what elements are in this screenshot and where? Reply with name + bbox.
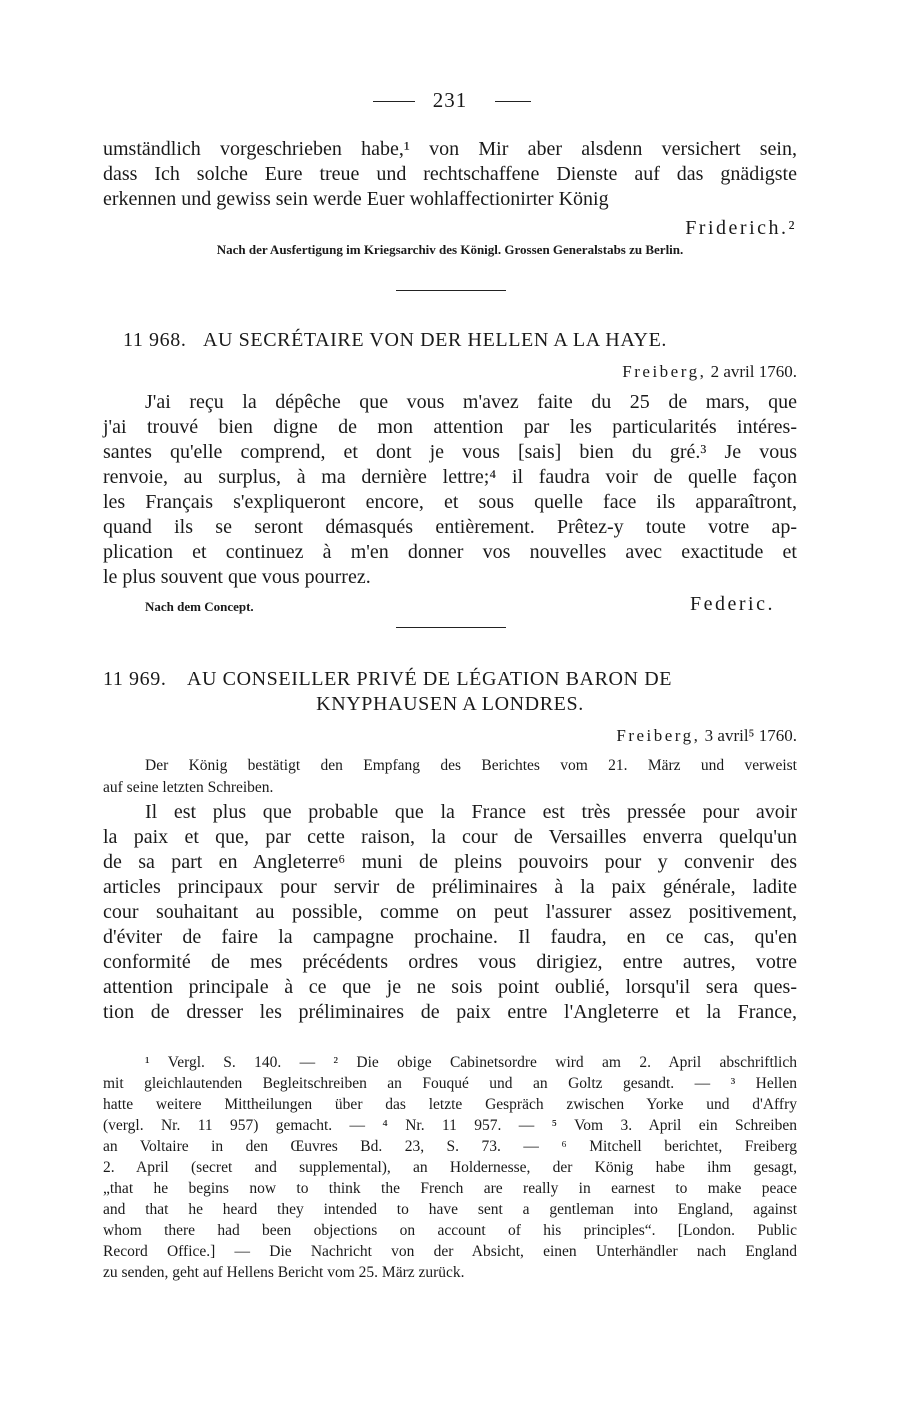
body-line: la paix et que, par cette raison, la cour de Versailles enverra quelqu'un <box>103 826 797 848</box>
letter-dateline <box>103 723 797 749</box>
body-line: de sa part en Angleterre⁶ muni de pleins pouvoirs pour y convenir des <box>103 851 797 873</box>
footnote-line: and that he heard they intended to have sent a gentleman into England, against <box>103 1201 797 1218</box>
body-line: umständlich vorgeschrieben habe,¹ von Mir aber alsdenn versichert sein, <box>103 138 797 160</box>
body-line: renvoie, au surplus, à ma dernière lettre;⁴ il faudra voir de quelle façon <box>103 466 797 488</box>
signature: Friderich.² <box>685 217 797 239</box>
page-number: 231 <box>432 88 468 112</box>
letter-date: 2 avril 1760. <box>710 362 797 381</box>
letter-title: AU SECRÉTAIRE VON DER HELLEN A LA HAYE. <box>202 329 667 351</box>
summary-line: Der König bestätigt den Empfang des Berichtes vom 21. März und verweist <box>145 757 797 774</box>
summary-line: auf seine letzten Schreiben. <box>103 779 274 796</box>
body-line: erkennen und gewiss sein werde Euer wohlaffectionirter König <box>103 188 609 210</box>
footnote-line: 2. April (secret and supplemental), an Holdernesse, der König habe ihm gesagt, <box>103 1159 797 1176</box>
letter-title-continued: KNYPHAUSEN A LONDRES. <box>316 693 584 715</box>
section-divider <box>396 627 506 628</box>
body-line: les Français s'expliqueront encore, et sous quelle face ils apparaîtront, <box>103 491 797 513</box>
body-line: J'ai reçu la dépêche que vous m'avez faite du 25 de mars, que <box>145 391 797 413</box>
footnote-line: „that he begins now to think the French are really in earnest to make peace <box>103 1180 797 1197</box>
letter-dateline <box>103 359 797 385</box>
body-line: santes qu'elle comprend, et dont je vous [sais] bien du gré.³ Je vous <box>103 441 797 463</box>
source-note: Nach der Ausfertigung im Kriegsarchiv des Königl. Grossen Generalstabs zu Berlin. <box>216 242 684 257</box>
body-line: dass Ich solche Eure treue und rechtschaffene Dienste auf das gnädigste <box>103 163 797 185</box>
body-line: conformité de mes précédents ordres vous dirigiez, entre autres, votre <box>103 951 797 973</box>
body-line: articles principaux pour servir de préliminaires à la paix générale, ladite <box>103 876 797 898</box>
footnote-line: hatte weitere Mittheilungen über das letzte Gespräch zwischen Yorke und d'Affry <box>103 1096 797 1113</box>
body-line: le plus souvent que vous pourrez. <box>103 566 371 588</box>
signature: Federic. <box>690 593 775 615</box>
letter-place: Freiberg, <box>616 726 701 745</box>
footnote-line: ¹ Vergl. S. 140. — ² Die obige Cabinetsordre wird am 2. April abschriftlich <box>145 1054 797 1071</box>
body-line: Il est plus que probable que la France est très pressée pour avoir <box>145 801 797 823</box>
letter-heading <box>123 327 803 353</box>
footnote-line: (vergl. Nr. 11 957) gemacht. — ⁴ Nr. 11 957. — ⁵ Vom 3. April ein Schreiben <box>103 1117 797 1134</box>
body-line: attention principale à ce que je ne sois point oublié, lorsqu'il sera ques- <box>103 976 797 998</box>
letter-number: 11 968. <box>123 329 187 351</box>
letter-title: AU CONSEILLER PRIVÉ DE LÉGATION BARON DE <box>186 668 673 690</box>
section-divider <box>396 290 506 291</box>
letter-heading <box>103 666 797 692</box>
footnote-line: mit gleichlautenden Begleitschreiben an Fouqué und an Goltz gesandt. — ³ Hellen <box>103 1075 797 1092</box>
footnote-line: an Voltaire in den Œuvres Bd. 23, S. 73. — ⁶ Mitchell berichtet, Freiberg <box>103 1138 797 1155</box>
body-line: tion de dresser les préliminaires de paix entre l'Angleterre et la France, <box>103 1001 797 1023</box>
footnote-line: zu senden, geht auf Hellens Bericht vom 25. März zurück. <box>103 1264 465 1281</box>
source-note: Nach dem Concept. <box>145 599 254 614</box>
body-line: plication et continuez à m'en donner vos nouvelles avec exactitude et <box>103 541 797 563</box>
body-line: cour souhaitant au possible, comme on peut l'assurer assez positivement, <box>103 901 797 923</box>
letter-place: Freiberg, <box>622 362 707 381</box>
body-line: d'éviter de faire la campagne prochaine. Il faudra, en ce cas, qu'en <box>103 926 797 948</box>
letter-date: 3 avril⁵ 1760. <box>704 726 797 745</box>
letter-number: 11 969. <box>103 668 167 690</box>
footnote-line: Record Office.] — Die Nachricht von der Absicht, einen Unterhändler nach England <box>103 1243 797 1260</box>
page-number-rule-right <box>495 101 531 102</box>
footnote-line: whom there had been objections on account of his principles“. [London. Public <box>103 1222 797 1239</box>
body-line: j'ai trouvé bien digne de mon attention par les particularités intéres- <box>103 416 797 438</box>
body-line: quand ils se seront démasqués entièrement. Prêtez-y toute votre ap- <box>103 516 797 538</box>
